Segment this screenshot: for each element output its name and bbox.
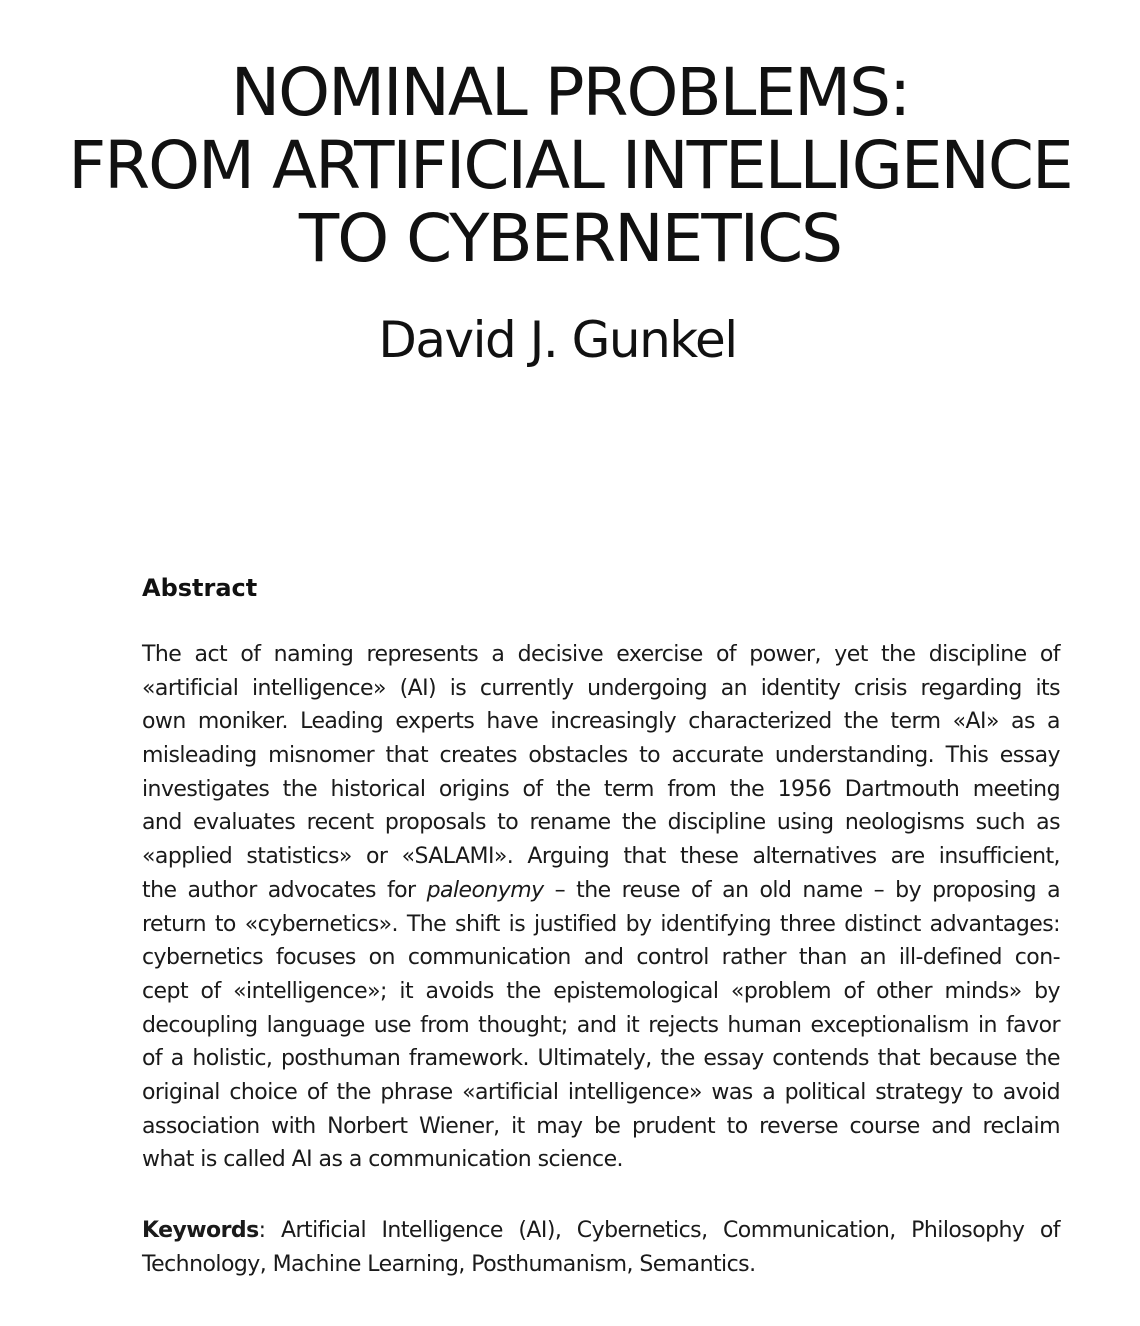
- paper-title: [0, 56, 1140, 275]
- abstract-line: and evaluates recent proposals to rename the discipline using neologisms such as: [142, 810, 1060, 836]
- abstract-line-after-italic: – the reuse of an old name – by proposing a: [543, 877, 1061, 903]
- abstract-line: [142, 874, 1060, 908]
- abstract-line: original choice of the phrase «artificial intelligence» was a political strategy to avoid: [142, 1079, 1060, 1105]
- abstract-line: association with Norbert Wiener, it may be prudent to reverse course and reclaim: [142, 1113, 1060, 1139]
- abstract-line: cept of «intelligence»; it avoids the epistemological «problem of other minds» by: [142, 978, 1060, 1004]
- abstract-line: what is called AI as a communication science.: [142, 1147, 623, 1173]
- paleonymy-term: paleonymy: [426, 877, 544, 903]
- abstract-line: own moniker. Leading experts have increasingly characterized the term «AI» as a: [142, 709, 1060, 735]
- abstract-line: misleading misnomer that creates obstacles to accurate understanding. This essay: [142, 743, 1060, 769]
- title-line-2: FROM ARTIFICIAL INTELLIGENCE: [68, 127, 1072, 204]
- abstract-heading: Abstract: [142, 574, 258, 602]
- abstract-line: cybernetics focuses on communication and control rather than an ill-defined con-: [142, 945, 1060, 971]
- keywords-block: [142, 1214, 1060, 1281]
- keywords-label: Keywords: [142, 1218, 259, 1243]
- keywords-line: [142, 1214, 1060, 1248]
- abstract-line: investigates the historical origins of the term from the 1956 Dartmouth meeting: [142, 776, 1060, 802]
- abstract-line: return to «cybernetics». The shift is justified by identifying three distinct advantages:: [142, 911, 1060, 937]
- abstract-line: The act of naming represents a decisive exercise of power, yet the discipline of: [142, 642, 1060, 667]
- abstract-line: decoupling language use from thought; and it rejects human exceptionalism in favor: [142, 1012, 1060, 1038]
- title-line-1: NOMINAL PROBLEMS:: [230, 54, 910, 131]
- abstract-line: of a holistic, posthuman framework. Ultimately, the essay contends that because the: [142, 1046, 1060, 1072]
- keywords-separator: :: [258, 1218, 266, 1243]
- title-line-3: TO CYBERNETICS: [298, 200, 842, 277]
- abstract-line-before-italic: the author advocates for: [142, 877, 427, 903]
- keywords-line: Technology, Machine Learning, Posthumanism, Semantics.: [142, 1251, 756, 1277]
- author-name: David J. Gunkel: [378, 311, 737, 369]
- abstract-line: «applied statistics» or «SALAMI». Arguing that these alternatives are insufficient,: [142, 844, 1060, 870]
- abstract-body: [142, 638, 1060, 1177]
- keywords-text: Artificial Intelligence (AI), Cybernetics, Communication, Philosophy of: [265, 1218, 1060, 1243]
- abstract-line: «artificial intelligence» (AI) is currently undergoing an identity crisis regarding its: [142, 675, 1060, 701]
